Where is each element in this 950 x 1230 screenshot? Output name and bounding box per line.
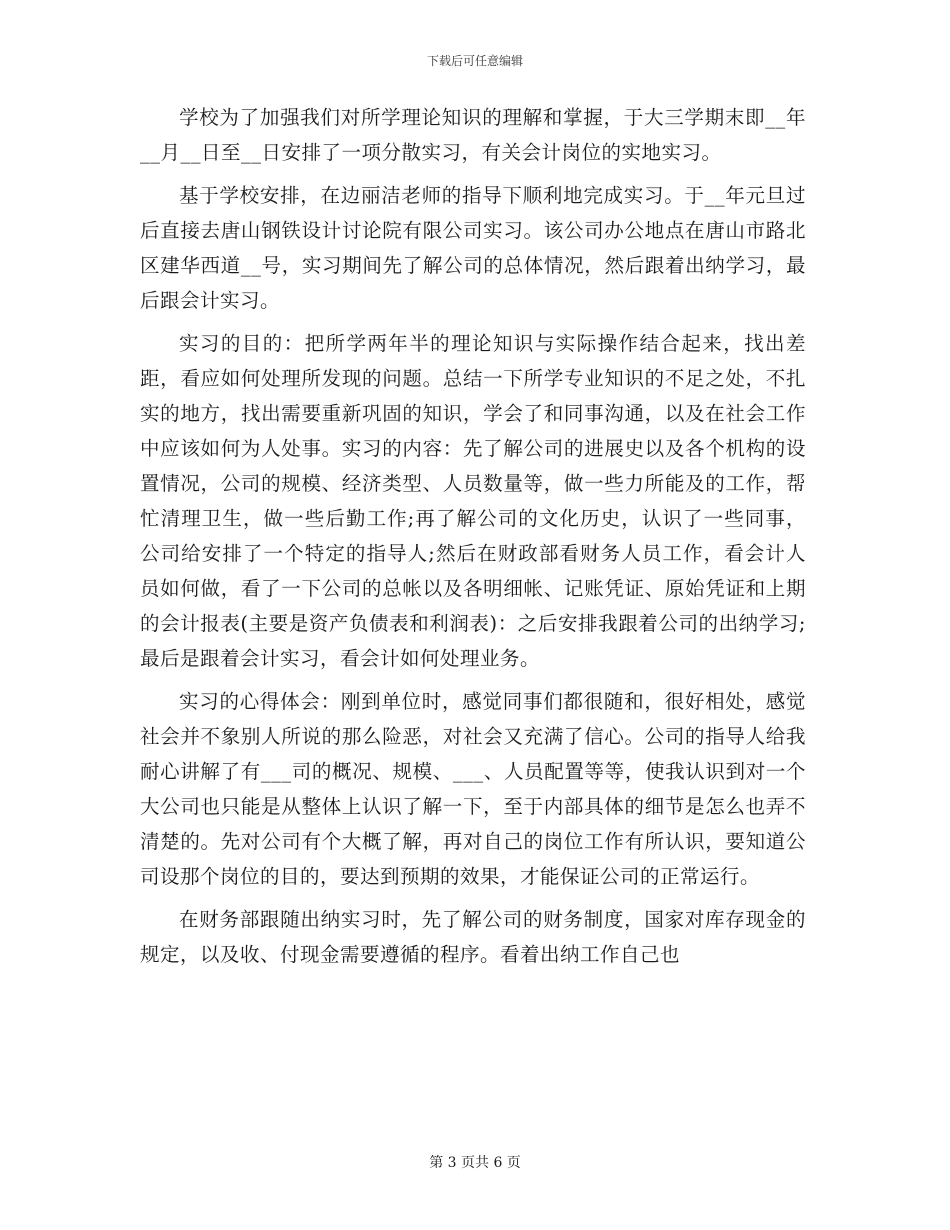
page-number: 第 3 页共 6 页	[429, 1155, 521, 1171]
paragraph-5: 在财务部跟随出纳实习时，先了解公司的财务制度，国家对库存现金的规定，以及收、付现金需要遵循的程序。看着出纳工作自己也	[140, 908, 806, 966]
page-header: 下载后可任意编辑	[426, 54, 523, 68]
document-body	[140, 100, 806, 980]
paragraph-3: 实习的目的：把所学两年半的理论知识与实际操作结合起来，找出差距，看应如何处理所发现的问题。总结一下所学专业知识的不足之处，不扎实的地方，找出需要重新巩固的知识，学会了和同事沟通，以及在社会工作中应该如何为人处事。实习的内容：先了解公司的进展史以及各个机构的设置情况，公司的规模、经济类型、人员数量等，做一些力所能及的工作，帮忙清理卫生，做一些后勤工作;再了解公司的文化历史，认识了一些同事，公司给安排了一个特定的指导人;然后在财政部看财务人员工作，看会计人员如何做，看了一下公司的总帐以及各明细帐、记账凭证、原始凭证和上期的会计报表(主要是资产负债表和利润表)：之后安排我跟着公司的出纳学习;最后是跟着会计实习，看会计如何处理业务。	[140, 332, 806, 670]
paragraph-2: 基于学校安排，在边丽洁老师的指导下顺利地完成实习。于__年元旦过后直接去唐山钢铁设计讨论院有限公司实习。该公司办公地点在唐山市路北区建华西道__号，实习期间先了解公司的总体情况，然后跟着出纳学习，最后跟会计实习。	[140, 184, 806, 312]
paragraph-1: 学校为了加强我们对所学理论知识的理解和掌握，于大三学期末即__年__月__日至__日安排了一项分散实习，有关会计岗位的实地实习。	[140, 106, 806, 164]
paragraph-4: 实习的心得体会：刚到单位时，感觉同事们都很随和，很好相处，感觉社会并不象别人所说的那么险恶，对社会又充满了信心。公司的指导人给我耐心讲解了有___司的概况、规模、___、人员配置等等，使我认识到对一个大公司也只能是从整体上认识了解一下，至于内部具体的细节是怎么也弄不清楚的。先对公司有个大概了解，再对自己的岗位工作有所认识，要知道公司设那个岗位的目的，要达到预期的效果，才能保证公司的正常运行。	[140, 690, 806, 888]
